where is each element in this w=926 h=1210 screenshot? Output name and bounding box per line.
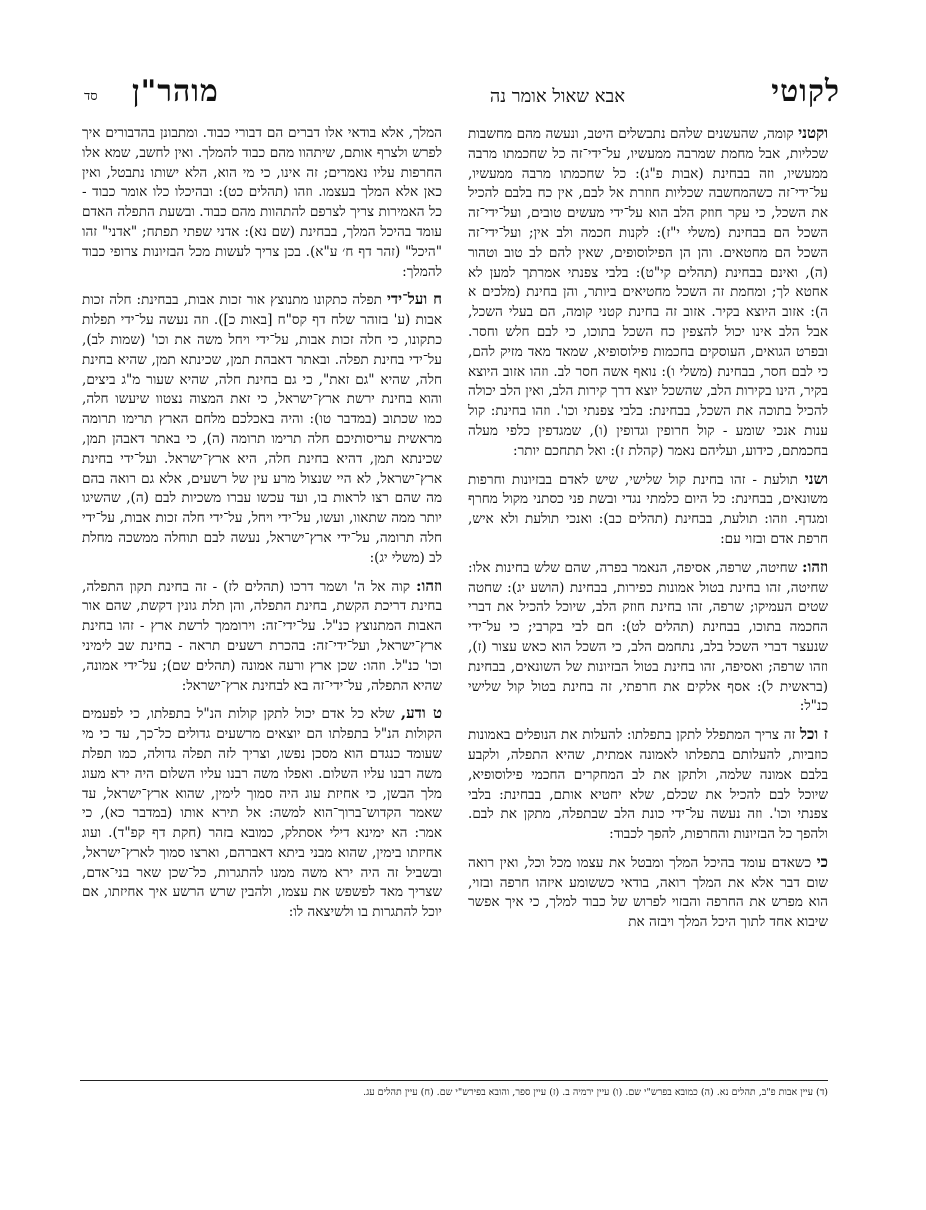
book-title-right: לקוטי xyxy=(771,74,840,109)
paragraph-lead: ח ועל־ידי xyxy=(386,290,442,309)
paragraph-lead: ז וכל xyxy=(800,725,828,744)
paragraph-text: שלא כל אדם יכול לתקן קולות הנ"ל בתפלתו, כי לפעמים הקולות הנ"ל בתפלתו הם יוצאים מרשעים גדולים כל־כך, עד כי מי שעומד כנגדם הוא מסכן נפשו, וצריך לזה תפלה גדולה, כמו תפלת משה רבנו עליו השלום. ואפלו משה רבנו עליו השלום היה ירא מעוג מלך הבשן, כי אחיזת עוג היה סמוך לימין, שהוא ארץ־ישראל, עד שאמר הקדוש־ברוך־הוא למשה: אל תירא אותו (במדבר כא), כי אמר: הא ימינא דילי אסתלק, כמובא בזהר (חקת דף קפ"ד). ועוג אחיזתו בימין, שהוא מבני ביתא דאברהם, וארצו סמוך לארץ־ישראל, ובשביל זה היה ירא משה ממנו להתגרות, כל־שכן שאר בני־אדם, שצריך מאד לפשפש את עצמו, ולהבין שרש הרשע איך אחיזתו, אם יוכל להתגרות בו ולשיצאה לו: xyxy=(82,706,442,921)
paragraph xyxy=(468,470,828,550)
footnotes: (ד) עיין אבות פ"ב, תהלים נא. (ה) כמובא בפרש"י שם. (ו) עיין ירמיה ב. (ז) עיין ספר, והובא בפירש"י שם. (ח) עיין תהלים עג. xyxy=(80,1080,828,1098)
paragraph-lead: וזהו: xyxy=(801,557,828,576)
paragraph-lead: ט ודע, xyxy=(400,704,442,723)
paragraph-lead: ושני xyxy=(804,469,828,488)
paragraph-text: תולעת - זהו בחינת קול שלישי, שיש לאדם בבזיונות וחרפות משונאים, בבחינת: כל היום כלמתי נגדי ובשת פני כסתני מקול מחרף ומגדף. וזהו: תולעת, בבחינת (תהלים כב): ואנכי תולעת ולא איש, חרפת אדם ובזוי עם: xyxy=(468,471,828,547)
paragraph-text: קוה אל ה' ושמר דרכו (תהלים לז) - זה בחינת תקון התפלה, בחינת דריכת הקשת, בחינת התפלה, והן תלת גונין דקשת, שהם אור האבות המתנוצץ כנ"ל. על־ידי־זה: וירוממך לרשת ארץ - זהו בחינת ארץ־ישראל, ועל־ידי־זה: בהכרת רשעים תראה - בחינת שב לימיני וכו' כנ"ל. וזהו: שכן ארץ ורעה אמונה (תהלים שם); על־ידי אמונה, שהיא התפלה, על־ידי־זה בא לבחינת ארץ־ישראל: xyxy=(82,578,442,694)
section-title: אבא שאול אומר נה xyxy=(489,86,625,107)
paragraph-text: זה צריך המתפלל לתקן בתפלתו: להעלות את הנופלים באמונות כוזביות, להעלותם בתפלתו לאמונה אמתית, שהיא התפלה, ולקבע בלבם אמונה שלמה, ולתקן את לב המחקרים החכמי פילוסופיא, שיוכל לבם להכיל את שכלם, שלא יחטיא אותם, בבחינת: בלבי צפנתי וכו'. וזה נעשה על־ידי כונת הלב שבתפלה, מתקן את לבם. ולהפך כל הבזיונות והחרפות, להפך לכבוד: xyxy=(468,727,828,843)
paragraph-text: כשאדם עומד בהיכל המלך ומבטל את עצמו מכל וכל, ואין רואה שום דבר אלא את המלך רואה, בודאי כששומע איזהו חרפה ובזוי, הוא מפרש את החרפה והבזוי לפרוש של כבוד למלך, כי איך אפשר שיבוא אחד לתוך היכל המלך ויבזה את xyxy=(468,854,828,931)
paragraph xyxy=(82,290,442,568)
paragraph-text: קומה, שהעשנים שלהם נתבשלים היטב, ונעשה מהם מחשבות שכליות, אבל מחמת שמרבה ממעשיו, על־ידי־זה כל שחכמתו מרבה ממעשיו, וזה בבחינת (אבות פ"ג): כל שחכמתו מרבה ממעשיו, על־ידי־זה כשהמחשבה שכליות חוזרת אל לבם, אין כח בלבם להכיל את השכל, כי עקר חוזק הלב הוא על־ידי מעשים טובים, ועל־ידי־זה השכל הם בבחינת (משלי י"ז): לקנות חכמה ולב אין; ועל־ידי־זה השכל הם מחטאים. והן הן הפילוסופים, שאין להם לב טוב וטהור (ה), ואינם בבחינת (תהלים קי"ט): בלבי צפנתי אמרתך למען לא אחטא לך; ומחמת זה השכל מחטיאים ביותר, והן בחינת (מלכים א ה): אזוב היוצא בקיר. אזוב זה בחינת קטני קומה, הם בעלי השכל, אבל הלב אינו יכול להצפין כח השכל בתוכו, כי לבם חלש וחסר. ובפרט הגואים, העוסקים בחכמות פילוסופיא, שמאד מאד מזיק להם, כי לבם חסר, בבחינת (משלי ו): נואף אשה חסר לב. וזהו אזוב היוצא בקיר, הינו בקירות הלב, שהשכל יוצא דרך קירות הלב, ואין הלב יכולה להכיל בתוכה את השכל, בבחינת: בלבי צפנתי וכו'. וזהו בחינת: קול ענות אנכי שומע - קול חרופין וגדופין (ו), שמגדפין כלפי מעלה בחכמתם, כידוע, ועליהם נאמר (קהלת ז): ואל תתחכם יותר: xyxy=(468,126,828,459)
page-header xyxy=(84,74,840,116)
paragraph xyxy=(82,124,442,282)
paragraph-lead: וזהו: xyxy=(415,576,442,595)
paragraph xyxy=(82,704,442,923)
paragraph xyxy=(82,577,442,697)
text-column-right xyxy=(468,124,828,941)
text-column-left xyxy=(82,124,442,931)
paragraph-lead: כי xyxy=(816,852,828,871)
paragraph xyxy=(468,725,828,845)
page-number: סד xyxy=(84,89,98,104)
paragraph xyxy=(468,558,828,717)
paragraph-text: תפלה כתקונו מתנוצץ אור זכות אבות, בבחינת: חלה זכות אבות (ע' בזוהר שלח דף קס"ח [באות כ]). וזה נעשה על־ידי תפלות כתקונו, כי חלה זכות אבות, על־ידי ויחל משה את וכו' (שמות לב), על־ידי בחינת תפלה. ובאתר דאבהת תמן, שכינתא תמן, שהיא בחינת חלה, שהיא "גם זאת", כי גם בחינת חלה, שהיא שעור מ"ג ביצים, והוא בחינת ירשת ארץ־ישראל, כי זאת המצוה נצטוו שיעשו חלה, כמו שכתוב (במדבר טו): והיה באכלכם מלחם הארץ תרימו תרומה מראשית עריסותיכם חלה תרימו תרומה (ה), כי באתר דאבהן תמן, שכינתא תמן, דהיא בחינת חלה, היא ארץ־ישראל. ועל־ידי בחינת ארץ־ישראל, לא היי שנצול מרע עין של רשעים, אלא גם רואה בהם מה שהם רצו לראות בו, ועד עכשו עברו משכיות לבם (ה), שהשיגו יותר ממה שתאוו, ועשו, על־ידי ויחל, על־ידי חלה זכות אבות, על־ידי חלה תרומה, על־ידי ארץ־ישראל, נעשה לבם תוחלה ממשכה מחלת לב (משלי יג): xyxy=(82,292,442,566)
paragraph-text: שחיטה, שרפה, אסיפה, הנאמר בפרה, שהם שלש בחינות אלו: שחיטה, זהו בחינת בטול אמונות כפירות, בבחינת (הושע יג): שחטה שטים העמיקו; שרפה, זהו בחינת חוזק הלב, שיוכל להכיל את דברי החכמה בתוכו, בבחינת (תהלים לט): חם לבי בקרבי; כי על־ידי שנעצר דברי השכל בלב, נתחמם הלב, כי השכל הוא כאש עצור (ז), וזהו שרפה; ואסיפה, זהו בחינת בטול הבזיונות של השונאים, בבחינת (בראשית ל): אסף אלקים את חרפתי, זה בחינת בטול קול שלישי כנ"ל: xyxy=(468,559,828,715)
paragraph-text: המלך, אלא בודאי אלו דברים הם דבורי כבוד. ומתבונן בהדבורים איך לפרש ולצרף אותם, שיתהוו מהם כבוד להמלך. ואין לחשב, שמא אלו החרפות עליו נאמרים; זה אינו, כי מי הוא, הלא ישותו נתבטל, ואין כאן אלא המלך בעצמו. וזהו (תהלים כט): ובהיכלו כלו אומר כבוד - כל האמירות צריך לצרפם להתהוות מהם כבוד. ובשעת התפלה האדם עומד בהיכל המלך, בבחינת (שם נא): אדני שפתי תפתח; "אדני" זהו "היכל" (זהר דף ח׳ ע"א). בכן צריך לעשות מכל הבזיונות צרופי כבוד להמלך: xyxy=(82,125,442,280)
book-title-left: מוהר"ן xyxy=(132,74,219,109)
paragraph xyxy=(468,124,828,462)
paragraph xyxy=(468,853,828,933)
paragraph-lead: וקטני xyxy=(798,124,828,142)
